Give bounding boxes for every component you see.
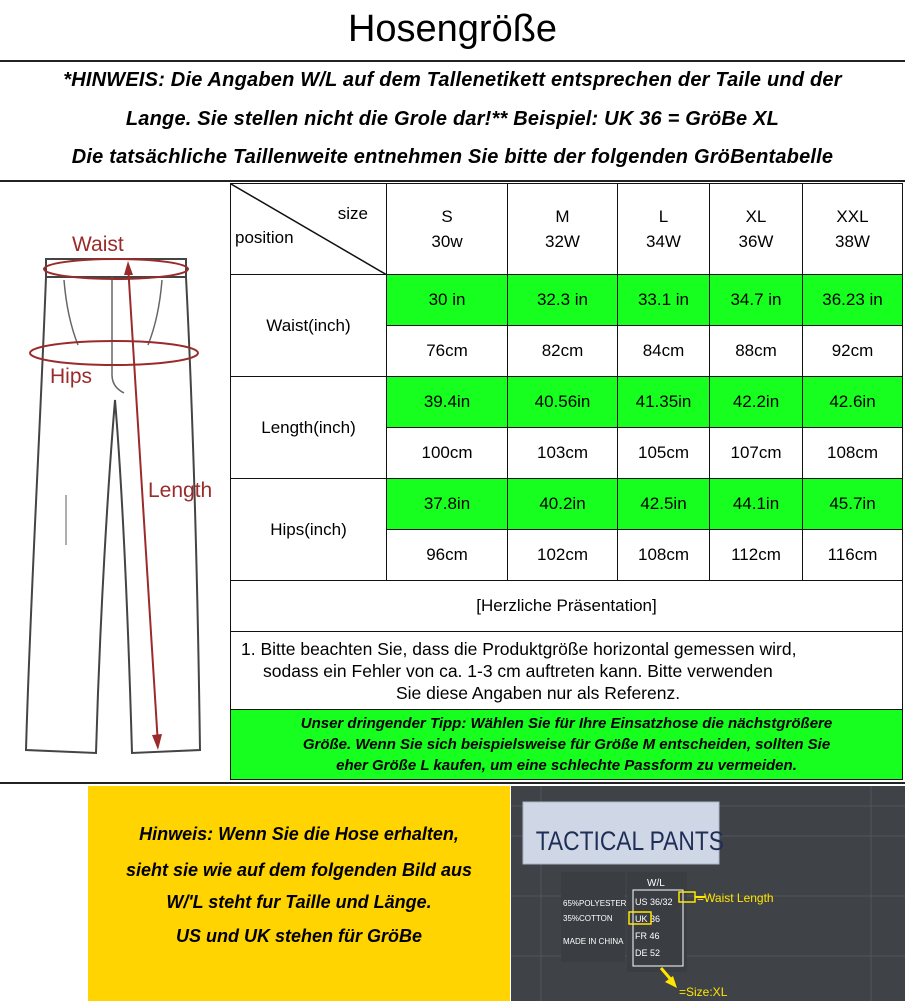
- diagram-label-hips: Hips: [50, 365, 93, 388]
- remark-line: Sie diese Angaben nur als Referenz.: [396, 682, 681, 703]
- value-cell-cm: 76cm: [387, 326, 508, 377]
- value-cell-inch: 41.35in: [618, 377, 710, 428]
- size-name: XL: [745, 207, 767, 226]
- size-header: [803, 184, 903, 275]
- size-code: 32W: [545, 232, 580, 251]
- label-size-fr: FR 46: [635, 931, 660, 941]
- hint-line: Hinweis: Wenn Sie die Hose erhalten,: [139, 824, 459, 844]
- value-cell-cm: 102cm: [508, 530, 618, 581]
- value-cell-inch: 42.6in: [803, 377, 903, 428]
- value-cell-cm: 100cm: [387, 428, 508, 479]
- table-row: [231, 632, 903, 710]
- tip-cell: [231, 710, 903, 780]
- value-cell-inch: 32.3 in: [508, 275, 618, 326]
- notice-line-3: Die tatsächliche Taillenweite entnehmen Sie bitte der folgenden GröBentabelle: [71, 146, 834, 168]
- tip-line: eher Größe L kaufen, um eine schlechte Passform zu vermeiden.: [336, 757, 797, 774]
- label-size-uk: UK 36: [635, 914, 661, 924]
- table-row: [231, 479, 903, 530]
- size-code: 38W: [835, 232, 870, 251]
- hint-line: W/'L steht fur Taille und Länge.: [166, 892, 432, 912]
- value-cell-inch: 33.1 in: [618, 275, 710, 326]
- hint-line: US und UK stehen für GröBe: [175, 926, 422, 946]
- size-name: XXL: [836, 207, 869, 226]
- value-cell-cm: 116cm: [803, 530, 903, 581]
- value-cell-inch: 42.2in: [710, 377, 803, 428]
- value-cell-cm: 92cm: [803, 326, 903, 377]
- size-code: 36W: [738, 232, 774, 251]
- value-cell-cm: 107cm: [710, 428, 803, 479]
- table-corner-cell: [231, 184, 387, 275]
- value-cell-cm: 105cm: [618, 428, 710, 479]
- hint-box: [88, 786, 510, 1001]
- size-name: L: [658, 207, 669, 226]
- value-cell-cm: 112cm: [710, 530, 803, 581]
- corner-position-label: position: [235, 228, 294, 247]
- row-label: Length(inch): [231, 377, 387, 479]
- table-row: [231, 275, 903, 326]
- notice-line-2: Lange. Sie stellen nicht die Grole dar!** Beispiel: UK 36 = GröBe XL: [125, 108, 780, 130]
- size-name: S: [441, 207, 453, 226]
- label-photo: [511, 786, 905, 1001]
- row-label: Hips(inch): [231, 479, 387, 581]
- label-origin: MADE IN CHINA: [563, 937, 624, 946]
- label-size-xl: =Size:XL: [679, 985, 728, 999]
- label-material-2: 35%COTTON: [563, 914, 613, 923]
- corner-size-label: size: [337, 204, 368, 223]
- value-cell-inch: 44.1in: [710, 479, 803, 530]
- value-cell-inch: 36.23 in: [803, 275, 903, 326]
- label-material-1: 65%POLYESTER: [563, 899, 627, 908]
- size-header: [618, 184, 710, 275]
- table-header-row: [231, 184, 903, 275]
- value-cell-inch: 39.4in: [387, 377, 508, 428]
- hint-line: sieht sie wie auf dem folgenden Bild aus: [125, 860, 473, 880]
- value-cell-inch: 40.56in: [508, 377, 618, 428]
- table-row: [231, 581, 903, 632]
- value-cell-cm: 108cm: [618, 530, 710, 581]
- value-cell-cm: 82cm: [508, 326, 618, 377]
- size-code: 34W: [646, 232, 681, 251]
- pants-diagram: [0, 185, 229, 785]
- size-name: M: [555, 207, 570, 226]
- label-brand: TACTICAL PANTS: [535, 827, 724, 857]
- label-size-us: US 36/32: [635, 897, 673, 907]
- size-table: [230, 183, 903, 780]
- value-cell-inch: 37.8in: [387, 479, 508, 530]
- value-cell-inch: 42.5in: [618, 479, 710, 530]
- size-code: 30w: [431, 232, 463, 251]
- table-row: [231, 377, 903, 428]
- row-label: Waist(inch): [231, 275, 387, 377]
- page-title: Hosengröße: [347, 8, 558, 50]
- value-cell-inch: 40.2in: [508, 479, 618, 530]
- remark-line: sodass ein Fehler von ca. 1-3 cm auftreten kann. Bitte verwenden: [263, 660, 773, 681]
- divider: [0, 60, 905, 62]
- diagram-label-waist: Waist: [72, 233, 124, 256]
- value-cell-inch: 34.7 in: [710, 275, 803, 326]
- value-cell-cm: 96cm: [387, 530, 508, 581]
- label-waist-length: =Waist Length: [697, 891, 774, 905]
- label-wl: W/L: [647, 878, 665, 889]
- value-cell-cm: 108cm: [803, 428, 903, 479]
- value-cell-cm: 103cm: [508, 428, 618, 479]
- tip-line: Unser dringender Tipp: Wählen Sie für Ihre Einsatzhose die nächstgrößere: [300, 715, 833, 732]
- notice-line-1: *HINWEIS: Die Angaben W/L auf dem Tallenetikett entsprechen der Taile und der: [63, 69, 842, 91]
- value-cell-inch: 30 in: [387, 275, 508, 326]
- size-header: [508, 184, 618, 275]
- value-cell-inch: 45.7in: [803, 479, 903, 530]
- remark-line: 1. Bitte beachten Sie, dass die Produktgröße horizontal gemessen wird,: [241, 638, 797, 659]
- size-header: [387, 184, 508, 275]
- divider: [0, 782, 905, 784]
- remark-cell: [231, 632, 903, 710]
- tip-line: Größe. Wenn Sie sich beispielsweise für Größe M entscheiden, sollten Sie: [302, 736, 831, 753]
- diagram-label-length: Length: [148, 479, 213, 502]
- presentation-cell: [Herzliche Präsentation]: [231, 581, 903, 632]
- value-cell-cm: 84cm: [618, 326, 710, 377]
- value-cell-cm: 88cm: [710, 326, 803, 377]
- divider: [0, 180, 905, 182]
- size-header: [710, 184, 803, 275]
- label-size-de: DE 52: [635, 948, 661, 958]
- table-row: [231, 710, 903, 780]
